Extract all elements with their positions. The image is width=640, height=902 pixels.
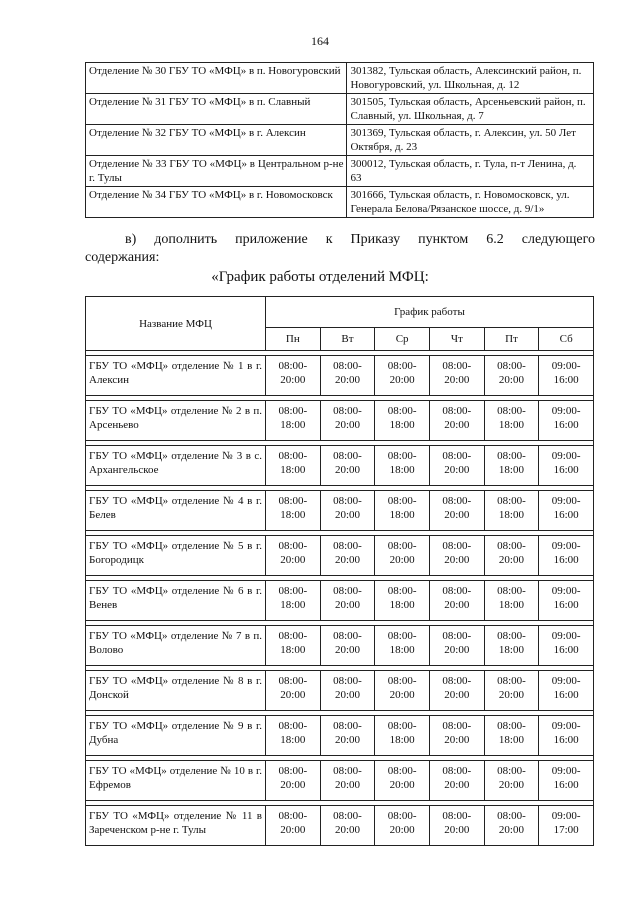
work-hours: 08:00-20:00 <box>266 356 321 396</box>
table-row <box>86 536 594 576</box>
schedule-heading: «График работы отделений МФЦ: <box>211 269 429 285</box>
work-hours: 08:00-18:00 <box>484 626 539 666</box>
mfc-name: ГБУ ТО «МФЦ» отделение № 2 в п. Арсеньево <box>86 401 266 441</box>
mfc-name: ГБУ ТО «МФЦ» отделение № 10 в г. Ефремов <box>86 761 266 801</box>
day-header: Ср <box>375 328 430 351</box>
work-hours: 08:00-20:00 <box>429 491 484 531</box>
schedule-table <box>85 296 594 846</box>
work-hours: 08:00-20:00 <box>320 806 375 846</box>
work-hours: 08:00-20:00 <box>429 806 484 846</box>
table-row <box>86 626 594 666</box>
table-row <box>86 806 594 846</box>
work-hours: 08:00-18:00 <box>375 446 430 486</box>
work-hours: 08:00-20:00 <box>320 401 375 441</box>
address-row <box>86 94 594 125</box>
mfc-name: ГБУ ТО «МФЦ» отделение № 5 в г. Богородицк <box>86 536 266 576</box>
work-hours: 08:00-20:00 <box>266 671 321 711</box>
day-header: Пт <box>484 328 539 351</box>
work-hours: 08:00-20:00 <box>375 761 430 801</box>
work-hours: 08:00-20:00 <box>320 446 375 486</box>
address-row <box>86 187 594 218</box>
office-name: Отделение № 30 ГБУ ТО «МФЦ» в п. Новогуровский <box>86 63 347 94</box>
address-row <box>86 156 594 187</box>
office-name: Отделение № 34 ГБУ ТО «МФЦ» в г. Новомосковск <box>86 187 347 218</box>
work-hours: 08:00-18:00 <box>266 491 321 531</box>
work-hours: 08:00-20:00 <box>320 626 375 666</box>
table-row <box>86 716 594 756</box>
work-hours: 08:00-20:00 <box>375 536 430 576</box>
schedule-column-header: График работы <box>266 297 594 328</box>
work-hours: 08:00-20:00 <box>429 446 484 486</box>
work-hours: 09:00-16:00 <box>539 626 594 666</box>
work-hours: 08:00-20:00 <box>484 761 539 801</box>
mfc-name: ГБУ ТО «МФЦ» отделение № 9 в г. Дубна <box>86 716 266 756</box>
table-row <box>86 671 594 711</box>
address-row <box>86 125 594 156</box>
paragraph-line-2: содержания: <box>85 250 160 265</box>
work-hours: 08:00-18:00 <box>375 581 430 621</box>
work-hours: 08:00-20:00 <box>320 671 375 711</box>
work-hours: 09:00-16:00 <box>539 401 594 441</box>
office-name: Отделение № 33 ГБУ ТО «МФЦ» в Центральном р-не г. Тулы <box>86 156 347 187</box>
work-hours: 09:00-16:00 <box>539 716 594 756</box>
work-hours: 08:00-18:00 <box>266 446 321 486</box>
work-hours: 09:00-16:00 <box>539 581 594 621</box>
work-hours: 08:00-18:00 <box>484 581 539 621</box>
work-hours: 09:00-16:00 <box>539 356 594 396</box>
work-hours: 08:00-20:00 <box>429 626 484 666</box>
work-hours: 08:00-20:00 <box>320 761 375 801</box>
mfc-name: ГБУ ТО «МФЦ» отделение № 1 в г. Алексин <box>86 356 266 396</box>
work-hours: 08:00-18:00 <box>484 716 539 756</box>
work-hours: 08:00-20:00 <box>320 536 375 576</box>
name-column-header: Название МФЦ <box>86 297 266 351</box>
work-hours: 08:00-20:00 <box>429 671 484 711</box>
work-hours: 08:00-20:00 <box>484 806 539 846</box>
work-hours: 09:00-16:00 <box>539 761 594 801</box>
mfc-name: ГБУ ТО «МФЦ» отделение № 8 в г. Донской <box>86 671 266 711</box>
office-address: 301505, Тульская область, Арсеньевский район, п. Славный, ул. Школьная, д. 7 <box>347 94 594 125</box>
work-hours: 08:00-20:00 <box>320 581 375 621</box>
office-address: 300012, Тульская область, г. Тула, п-т Ленина, д. 63 <box>347 156 594 187</box>
work-hours: 08:00-20:00 <box>429 716 484 756</box>
work-hours: 08:00-18:00 <box>484 491 539 531</box>
work-hours: 09:00-16:00 <box>539 536 594 576</box>
work-hours: 08:00-18:00 <box>375 626 430 666</box>
work-hours: 09:00-16:00 <box>539 491 594 531</box>
work-hours: 08:00-20:00 <box>266 806 321 846</box>
office-name: Отделение № 32 ГБУ ТО «МФЦ» в г. Алексин <box>86 125 347 156</box>
work-hours: 08:00-20:00 <box>429 401 484 441</box>
work-hours: 08:00-18:00 <box>484 401 539 441</box>
office-address: 301382, Тульская область, Алексинский район, п. Новогуровский, ул. Школьная, д. 12 <box>347 63 594 94</box>
work-hours: 08:00-18:00 <box>266 716 321 756</box>
work-hours: 08:00-20:00 <box>320 716 375 756</box>
page-number: 164 <box>311 34 329 48</box>
work-hours: 08:00-18:00 <box>266 581 321 621</box>
table-row <box>86 356 594 396</box>
mfc-name: ГБУ ТО «МФЦ» отделение № 3 в с. Архангельское <box>86 446 266 486</box>
office-address: 301369, Тульская область, г. Алексин, ул. 50 Лет Октября, д. 23 <box>347 125 594 156</box>
work-hours: 08:00-18:00 <box>375 716 430 756</box>
work-hours: 08:00-20:00 <box>484 671 539 711</box>
mfc-name: ГБУ ТО «МФЦ» отделение № 6 в г. Венев <box>86 581 266 621</box>
work-hours: 08:00-20:00 <box>429 536 484 576</box>
work-hours: 08:00-20:00 <box>484 356 539 396</box>
work-hours: 09:00-16:00 <box>539 671 594 711</box>
table-row <box>86 581 594 621</box>
work-hours: 08:00-20:00 <box>484 536 539 576</box>
work-hours: 08:00-20:00 <box>266 761 321 801</box>
work-hours: 08:00-20:00 <box>375 806 430 846</box>
table-row <box>86 401 594 441</box>
office-address: 301666, Тульская область, г. Новомосковск, ул. Генерала Белова/Рязанское шоссе, д. 9/1» <box>347 187 594 218</box>
work-hours: 08:00-20:00 <box>320 356 375 396</box>
table-row <box>86 491 594 531</box>
work-hours: 08:00-20:00 <box>375 671 430 711</box>
mfc-name: ГБУ ТО «МФЦ» отделение № 11 в Зареченском р-не г. Тулы <box>86 806 266 846</box>
mfc-name: ГБУ ТО «МФЦ» отделение № 7 в п. Волово <box>86 626 266 666</box>
work-hours: 08:00-18:00 <box>375 401 430 441</box>
day-header: Сб <box>539 328 594 351</box>
address-table <box>85 62 594 218</box>
paragraph-line-1: в) дополнить приложение к Приказу пунктом 6.2 следующего <box>125 232 595 247</box>
work-hours: 08:00-18:00 <box>484 446 539 486</box>
work-hours: 08:00-20:00 <box>429 581 484 621</box>
day-header: Вт <box>320 328 375 351</box>
table-row <box>86 446 594 486</box>
day-header: Пн <box>266 328 321 351</box>
work-hours: 08:00-18:00 <box>266 626 321 666</box>
work-hours: 09:00-17:00 <box>539 806 594 846</box>
work-hours: 08:00-20:00 <box>429 356 484 396</box>
work-hours: 08:00-20:00 <box>429 761 484 801</box>
work-hours: 08:00-18:00 <box>375 491 430 531</box>
work-hours: 08:00-20:00 <box>320 491 375 531</box>
address-row <box>86 63 594 94</box>
work-hours: 08:00-20:00 <box>375 356 430 396</box>
work-hours: 08:00-18:00 <box>266 401 321 441</box>
office-name: Отделение № 31 ГБУ ТО «МФЦ» в п. Славный <box>86 94 347 125</box>
day-header: Чт <box>429 328 484 351</box>
table-row <box>86 761 594 801</box>
work-hours: 09:00-16:00 <box>539 446 594 486</box>
mfc-name: ГБУ ТО «МФЦ» отделение № 4 в г. Белев <box>86 491 266 531</box>
work-hours: 08:00-20:00 <box>266 536 321 576</box>
